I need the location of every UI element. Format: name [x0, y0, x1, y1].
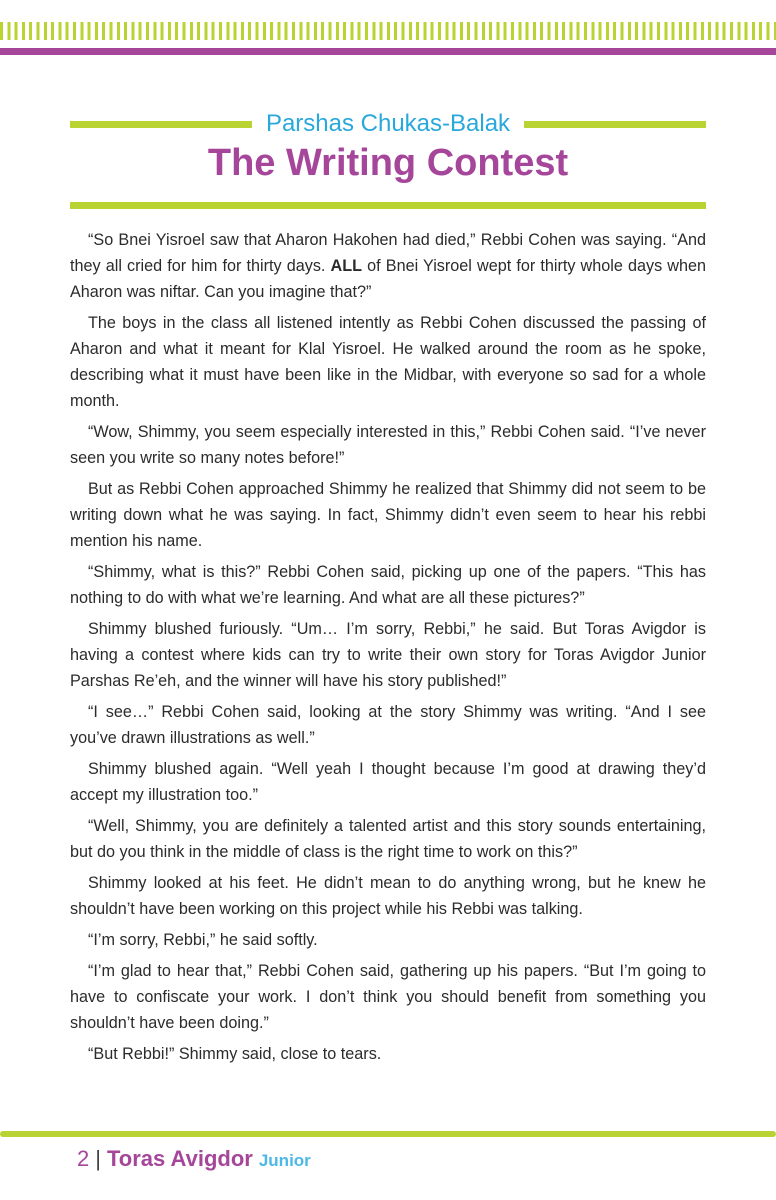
story-body: [70, 227, 706, 1072]
separator: |: [95, 1146, 101, 1171]
paragraph: “I’m sorry, Rebbi,” he said softly.: [88, 931, 318, 949]
parsha-heading: [70, 110, 706, 138]
paragraph: “But Rebbi!” Shimmy said, close to tears.: [88, 1045, 382, 1063]
divider: [70, 202, 706, 209]
brand-sub: Junior: [258, 1151, 311, 1170]
paragraph: “Wow, Shimmy, you seem especially interested in this,” Rebbi Cohen said. “I’ve never seen you write so many notes before!”: [70, 423, 706, 467]
paragraph: Shimmy blushed again. “Well yeah I thought because I’m good at drawing they’d accept my illustration too.”: [70, 760, 706, 804]
text: “So Bnei Yisroel saw that Aharon Hakohen had died,” Rebbi Cohen was saying. “And they all cried for him for thirty days.: [70, 231, 706, 275]
footer-bar: [0, 1131, 776, 1137]
paragraph: “I see…” Rebbi Cohen said, looking at the story Shimmy was writing. “And I see you’ve drawn illustrations as well.”: [70, 703, 706, 747]
paragraph: The boys in the class all listened intently as Rebbi Cohen discussed the passing of Aharon and what it meant for Klal Yisroel. He walked around the room as he spoke, describing what it must have been like in the Midbar, with everyone so sad for a whole month.: [70, 314, 706, 410]
text: of Bnei Yisroel wept for thirty whole days when Aharon was niftar. Can you imagine that?”: [70, 257, 706, 301]
paragraph: Shimmy blushed furiously. “Um… I’m sorry, Rebbi,” he said. But Toras Avigdor is having a contest where kids can try to write their own story for Toras Avigdor Junior Parshas Re’eh, and the winner will have his story published!”: [70, 620, 706, 690]
brand-name: Toras Avigdor: [106, 1146, 253, 1171]
divider: [524, 121, 706, 128]
page-number: 2: [77, 1146, 90, 1171]
paragraph: “Shimmy, what is this?” Rebbi Cohen said, picking up one of the papers. “This has nothing to do with what we’re learning. And what are all these pictures?”: [70, 563, 706, 607]
emphasis: ALL: [330, 257, 363, 275]
footer: [77, 1146, 311, 1172]
paragraph: [70, 227, 706, 305]
paragraph: “I’m glad to hear that,” Rebbi Cohen said, gathering up his papers. “But I’m going to have to confiscate your work. I don’t think you should benefit from something you shouldn’t have been doing.”: [70, 962, 706, 1032]
decorative-tick-border: [0, 22, 776, 40]
divider: [70, 121, 252, 128]
paragraph: Shimmy looked at his feet. He didn’t mean to do anything wrong, but he knew he shouldn’t have been working on this project while his Rebbi was talking.: [70, 874, 706, 918]
decorative-header-bar: [0, 48, 776, 55]
parsha-name: Parshas Chukas-Balak: [265, 110, 511, 137]
paragraph: But as Rebbi Cohen approached Shimmy he realized that Shimmy did not seem to be writing down what he was saying. In fact, Shimmy didn’t even seem to hear his rebbi mention his name.: [70, 480, 706, 550]
paragraph: “Well, Shimmy, you are definitely a talented artist and this story sounds entertaining, but do you think in the middle of class is the right time to work on this?”: [70, 817, 706, 861]
story-title: The Writing Contest: [207, 142, 569, 184]
